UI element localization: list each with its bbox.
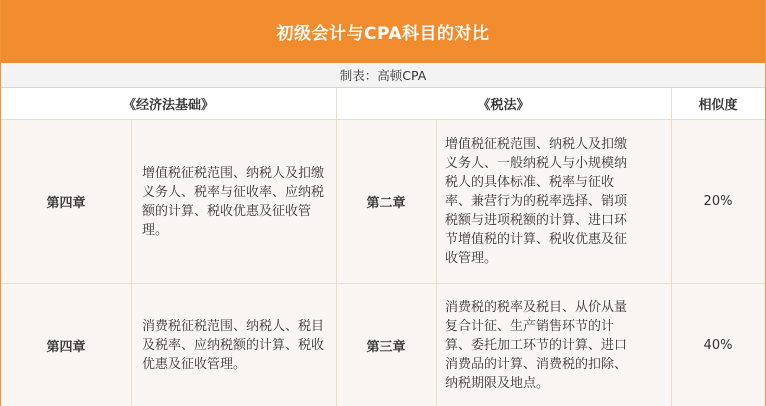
left-chapter: 第四章 [46,196,86,211]
right-description: 消费税的税率及税目、从价从量复合计征、生产销售环节的计算、委托加工环节的计算、进口消费品的计算、消费税的扣除、纳税期限及地点。 [445,299,628,391]
header-divider [671,88,672,119]
similarity-value: 20% [703,194,733,209]
header-tax-law: 《税法》 [477,98,530,113]
cell-divider [436,284,437,406]
left-description: 消费税征税范围、纳税人、税目及税率、应纳税额的计算、税收优惠及征收管理。 [142,318,325,372]
header-economic-law: 《经济法基础》 [122,98,214,113]
maker-credit: 制表：高顿CPA [1,63,765,88]
header-divider [336,88,337,119]
left-chapter: 第四章 [46,339,86,355]
header-similarity: 相似度 [698,98,738,113]
right-description: 增值税征税范围、纳税人及扣缴义务人、一般纳税人与小规模纳税人的具体标准、税率与征收率、兼营行为的税率选择、销项税额与进项税额的计算、进口环节增值税的计算、税收优惠及征收管理。 [445,137,628,266]
right-chapter: 第二章 [366,196,406,211]
left-description: 增值税征税范围、纳税人及扣缴义务人、税率与征收率、应纳税额的计算、税收优惠及征收管理。 [142,165,325,238]
table-title: 初级会计与CPA科目的对比 [1,0,765,63]
table-row [1,120,765,284]
cell-divider [131,120,132,283]
similarity-value: 40% [703,337,733,353]
cell-divider [131,284,132,406]
cell-divider [436,120,437,283]
header-row [1,88,765,120]
right-chapter: 第三章 [366,339,406,355]
table-row [1,284,765,406]
